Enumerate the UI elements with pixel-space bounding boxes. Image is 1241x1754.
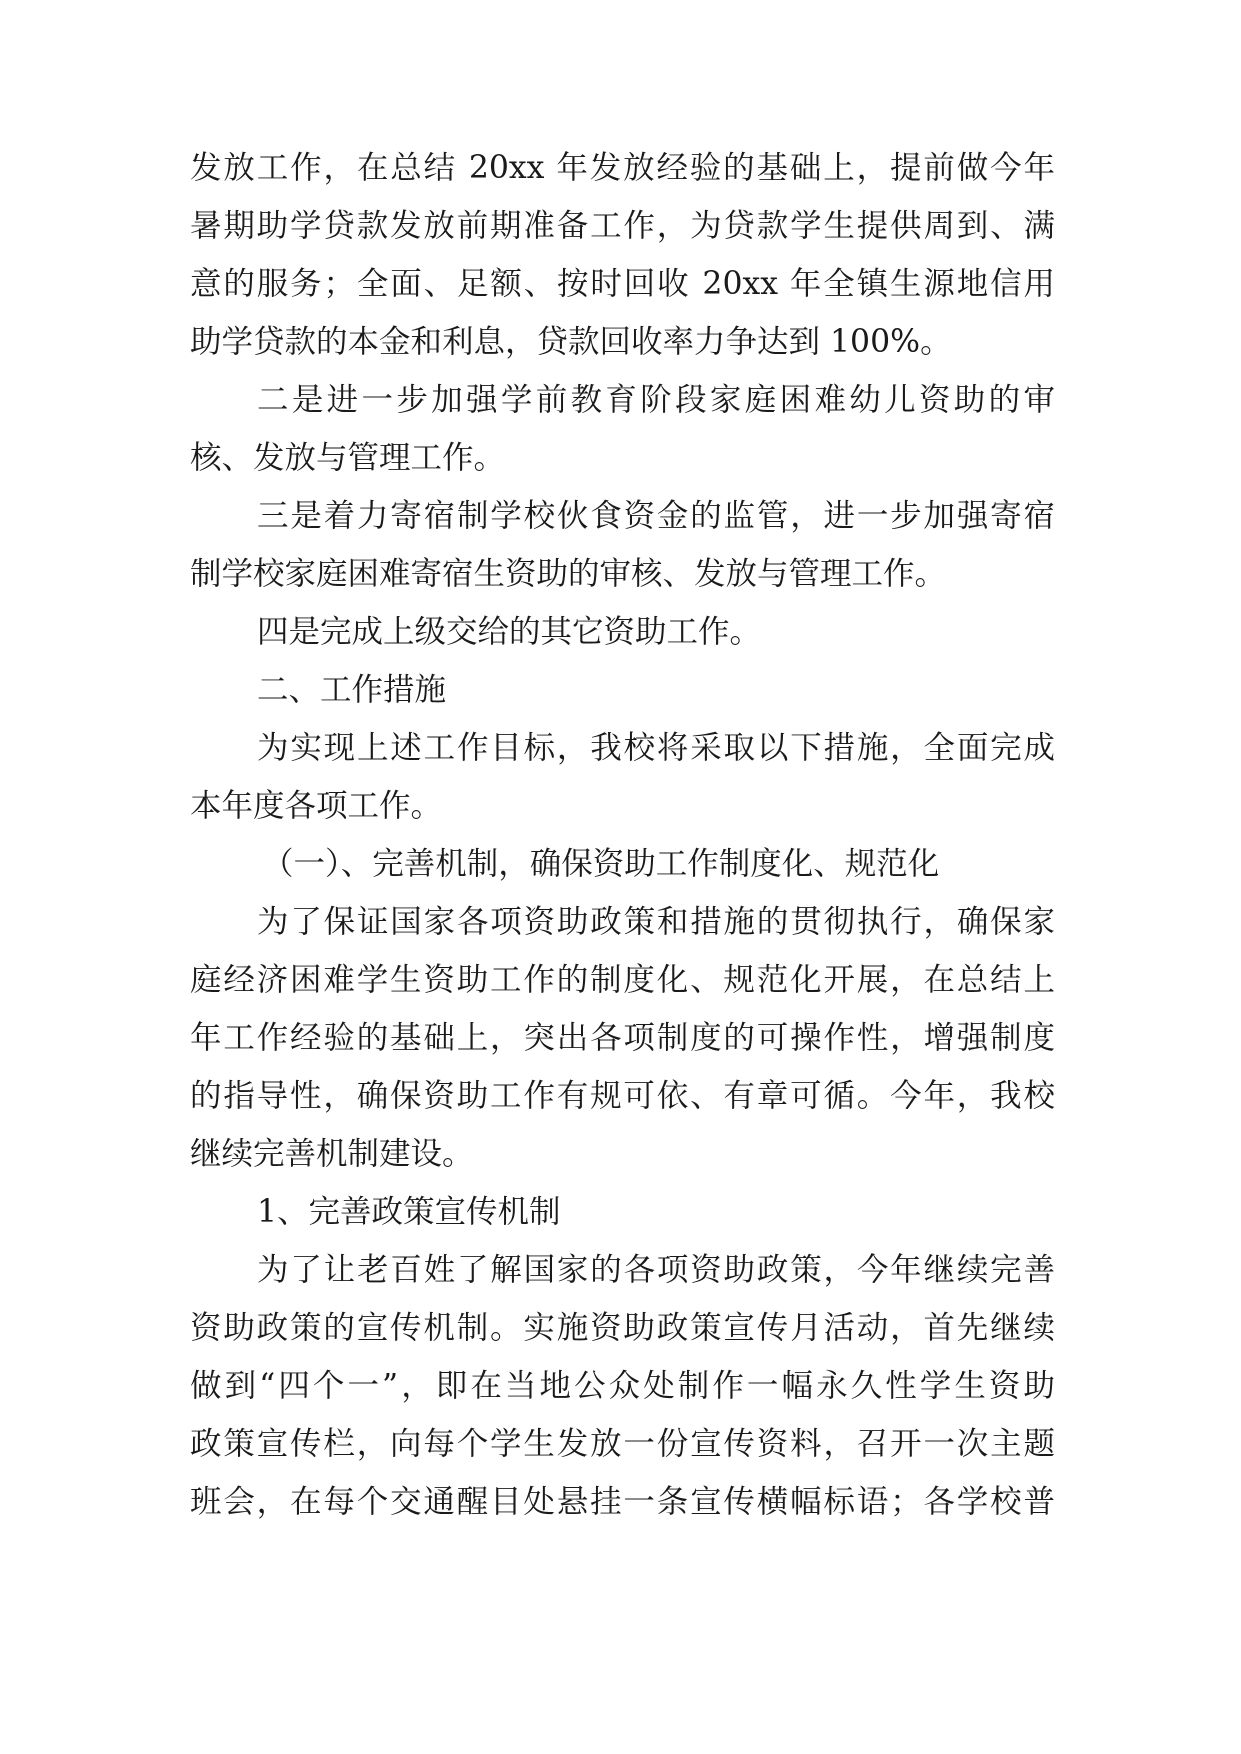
text-line: 继续完善机制建设。 [190,1136,474,1172]
item-heading: 1、完善政策宣传机制 [257,1194,561,1230]
paragraph-first-line: 二是进一步加强学前教育阶段家庭困难幼儿资助的审 [257,382,1055,418]
text-line: 做到“四个一”，即在当地公众处制作一幅永久性学生资助 [190,1368,1055,1404]
text-line: 制学校家庭困难寄宿生资助的审核、发放与管理工作。 [190,556,947,592]
text-line: 暑期助学贷款发放前期准备工作，为贷款学生提供周到、满 [190,208,1055,244]
paragraph-first-line: 三是着力寄宿制学校伙食资金的监管，进一步加强寄宿 [257,498,1055,534]
text-line: 年工作经验的基础上，突出各项制度的可操作性，增强制度 [190,1020,1055,1056]
text-line: 政策宣传栏，向每个学生发放一份宣传资料，召开一次主题 [190,1426,1055,1462]
text-line: 发放工作，在总结 20xx 年发放经验的基础上，提前做今年 [190,150,1055,186]
paragraph-first-line: 为实现上述工作目标，我校将采取以下措施，全面完成 [257,730,1055,766]
paragraph-first-line: 四是完成上级交给的其它资助工作。 [257,614,762,650]
paragraph-first-line: 为了保证国家各项资助政策和措施的贯彻执行，确保家 [257,904,1055,940]
subsection-heading: （一）、完善机制，确保资助工作制度化、规范化 [262,846,940,882]
text-line: 意的服务；全面、足额、按时回收 20xx 年全镇生源地信用 [190,266,1055,302]
text-line: 庭经济困难学生资助工作的制度化、规范化开展，在总结上 [190,962,1055,998]
text-line: 核、发放与管理工作。 [190,440,506,476]
section-heading: 二、工作措施 [257,672,447,708]
text-line: 资助政策的宣传机制。实施资助政策宣传月活动，首先继续 [190,1310,1055,1346]
paragraph-first-line: 为了让老百姓了解国家的各项资助政策，今年继续完善 [257,1252,1055,1288]
text-line: 本年度各项工作。 [190,788,443,824]
text-line: 班会，在每个交通醒目处悬挂一条宣传横幅标语；各学校普 [190,1484,1055,1520]
text-line: 的指导性，确保资助工作有规可依、有章可循。今年，我校 [190,1078,1055,1114]
text-line: 助学贷款的本金和利息，贷款回收率力争达到 100%。 [190,324,952,360]
